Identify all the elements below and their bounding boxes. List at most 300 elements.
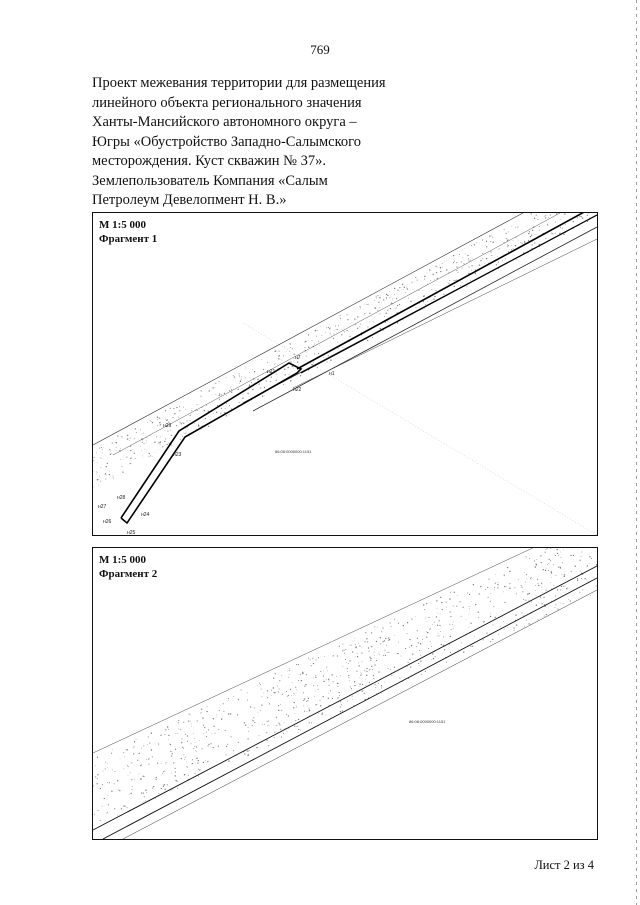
corridor-line: [293, 239, 597, 388]
vegetation-dot: [558, 567, 559, 568]
vegetation-dot: [289, 374, 290, 375]
vegetation-dot: [351, 645, 352, 646]
vegetation-dot: [577, 579, 578, 580]
vegetation-dot: [504, 602, 505, 603]
vegetation-dot: [581, 216, 582, 217]
vegetation-dot: [159, 422, 160, 423]
vegetation-dot: [166, 762, 167, 763]
allotment-boundary: [121, 363, 301, 523]
vegetation-dot: [383, 655, 384, 656]
vegetation-dot: [506, 238, 507, 239]
vegetation-dot: [102, 784, 103, 785]
vegetation-dot: [105, 479, 106, 480]
title-line: Петролеум Девелопмент Н. В.»: [92, 192, 287, 208]
vegetation-dot: [540, 555, 541, 556]
vegetation-dot: [375, 687, 376, 688]
vegetation-dot: [139, 774, 140, 775]
vegetation-dot: [355, 656, 356, 657]
vegetation-dot: [289, 668, 290, 669]
vegetation-dot: [149, 453, 150, 454]
vegetation-dot: [183, 407, 184, 408]
vegetation-dot: [343, 650, 344, 651]
vegetation-dot: [249, 386, 250, 387]
vegetation-dot: [372, 669, 373, 670]
vegetation-dot: [435, 266, 436, 267]
vegetation-dot: [557, 553, 558, 554]
vegetation-dot: [148, 758, 149, 759]
vegetation-dot: [419, 303, 420, 304]
vegetation-dot: [173, 408, 174, 409]
vegetation-dot: [226, 403, 227, 404]
vegetation-dot: [338, 692, 339, 693]
vegetation-dot: [398, 623, 399, 624]
vegetation-dot: [130, 450, 131, 451]
vegetation-dot: [111, 453, 112, 454]
vegetation-dot: [472, 646, 473, 647]
point-label: н1: [329, 371, 335, 377]
vegetation-dot: [179, 406, 180, 407]
vegetation-dot: [345, 659, 346, 660]
vegetation-dot: [538, 219, 539, 220]
vegetation-dot: [186, 433, 187, 434]
vegetation-dot: [424, 609, 425, 610]
vegetation-dot: [294, 702, 295, 703]
vegetation-dot: [446, 269, 447, 270]
vegetation-dot: [144, 801, 145, 802]
vegetation-dot: [421, 674, 422, 675]
vegetation-dot: [376, 296, 377, 297]
vegetation-dot: [575, 566, 576, 567]
vegetation-dot: [120, 459, 121, 460]
vegetation-dot: [304, 686, 305, 687]
vegetation-dot: [347, 319, 348, 320]
vegetation-dot: [190, 714, 191, 715]
vegetation-dot: [571, 571, 572, 572]
vegetation-dot: [181, 758, 182, 759]
vegetation-dot: [231, 408, 232, 409]
vegetation-dot: [547, 564, 548, 565]
vegetation-dot: [201, 429, 202, 430]
vegetation-dot: [182, 436, 183, 437]
vegetation-dot: [507, 240, 508, 241]
vegetation-dot: [498, 634, 499, 635]
vegetation-dot: [390, 308, 391, 309]
vegetation-dot: [389, 652, 390, 653]
vegetation-dot: [178, 729, 179, 730]
vegetation-dot: [295, 720, 296, 721]
vegetation-dot: [120, 448, 121, 449]
vegetation-dot: [522, 243, 523, 244]
sheet-footer: Лист 2 из 4: [534, 858, 594, 872]
vegetation-dot: [429, 617, 430, 618]
vegetation-dot: [379, 654, 380, 655]
point-label: н7: [295, 355, 301, 361]
vegetation-dot: [317, 330, 318, 331]
vegetation-dot: [275, 363, 276, 364]
vegetation-dot: [455, 280, 456, 281]
vegetation-dot: [226, 746, 227, 747]
vegetation-dot: [155, 779, 156, 780]
vegetation-dot: [457, 595, 458, 596]
vegetation-dot: [319, 700, 320, 701]
vegetation-dot: [471, 601, 472, 602]
vegetation-dot: [367, 326, 368, 327]
vegetation-dot: [384, 316, 385, 317]
vegetation-dot: [318, 713, 319, 714]
vegetation-dot: [183, 423, 184, 424]
vegetation-dot: [515, 245, 516, 246]
vegetation-dot: [566, 588, 567, 589]
vegetation-dot: [359, 646, 360, 647]
vegetation-dot: [368, 647, 369, 648]
vegetation-dot: [504, 242, 505, 243]
vegetation-dot: [522, 613, 523, 614]
vegetation-dot: [131, 779, 132, 780]
vegetation-dot: [394, 635, 395, 636]
vegetation-dot: [249, 385, 250, 386]
vegetation-dot: [467, 592, 468, 593]
vegetation-dot: [450, 636, 451, 637]
vegetation-dot: [226, 415, 227, 416]
vegetation-dot: [419, 290, 420, 291]
vegetation-dot: [462, 257, 463, 258]
vegetation-dot: [436, 616, 437, 617]
vegetation-dot: [184, 774, 185, 775]
vegetation-dot: [206, 405, 207, 406]
vegetation-dot: [264, 693, 265, 694]
vegetation-dot: [535, 585, 536, 586]
vegetation-dot: [305, 684, 306, 685]
vegetation-dot: [303, 700, 304, 701]
vegetation-dot: [318, 657, 319, 658]
vegetation-dot: [493, 625, 494, 626]
vegetation-dot: [440, 271, 441, 272]
vegetation-dot: [357, 656, 358, 657]
vegetation-dot: [352, 699, 353, 700]
vegetation-dot: [425, 618, 426, 619]
vegetation-dot: [462, 282, 463, 283]
vegetation-dot: [388, 640, 389, 641]
vegetation-dot: [536, 595, 537, 596]
vegetation-dot: [562, 228, 563, 229]
vegetation-dot: [96, 453, 97, 454]
vegetation-dot: [531, 213, 532, 214]
vegetation-dot: [380, 313, 381, 314]
vegetation-dot: [490, 601, 491, 602]
vegetation-dot: [163, 786, 164, 787]
vegetation-dot: [564, 213, 565, 214]
vegetation-dot: [452, 624, 453, 625]
vegetation-dot: [100, 481, 101, 482]
vegetation-dot: [333, 338, 334, 339]
vegetation-dot: [219, 399, 220, 400]
vegetation-dot: [338, 325, 339, 326]
vegetation-dot: [208, 426, 209, 427]
vegetation-dot: [97, 783, 98, 784]
vegetation-dot: [496, 264, 497, 265]
vegetation-dot: [347, 671, 348, 672]
vegetation-dot: [150, 420, 151, 421]
vegetation-dot: [386, 313, 387, 314]
vegetation-dot: [348, 675, 349, 676]
vegetation-dot: [307, 352, 308, 353]
vegetation-dot: [323, 676, 324, 677]
point-label: н22: [293, 387, 302, 393]
vegetation-dot: [490, 241, 491, 242]
vegetation-dot: [360, 306, 361, 307]
vegetation-dot: [196, 751, 197, 752]
vegetation-dot: [478, 617, 479, 618]
vegetation-dot: [197, 404, 198, 405]
vegetation-dot: [573, 555, 574, 556]
vegetation-dot: [536, 564, 537, 565]
vegetation-dot: [563, 234, 564, 235]
vegetation-dot: [555, 604, 556, 605]
vegetation-dot: [542, 592, 543, 593]
vegetation-dot: [357, 690, 358, 691]
vegetation-dot: [131, 793, 132, 794]
vegetation-dot: [206, 732, 207, 733]
vegetation-dot: [258, 712, 259, 713]
vegetation-dot: [403, 625, 404, 626]
vegetation-dot: [151, 749, 152, 750]
vegetation-dot: [249, 750, 250, 751]
vegetation-dot: [508, 251, 509, 252]
vegetation-dot: [407, 622, 408, 623]
vegetation-dot: [180, 729, 181, 730]
vegetation-dot: [287, 671, 288, 672]
vegetation-dot: [369, 670, 370, 671]
vegetation-dot: [325, 332, 326, 333]
cadastral-label: 86:08:0000000:1151: [409, 719, 446, 724]
vegetation-dot: [349, 680, 350, 681]
vegetation-dot: [254, 707, 255, 708]
vegetation-dot: [515, 614, 516, 615]
vegetation-dot: [371, 646, 372, 647]
vegetation-dot: [258, 379, 259, 380]
vegetation-dot: [182, 747, 183, 748]
vegetation-dot: [511, 249, 512, 250]
vegetation-dot: [557, 549, 558, 550]
vegetation-dot: [183, 722, 184, 723]
vegetation-dot: [279, 689, 280, 690]
vegetation-dot: [247, 692, 248, 693]
vegetation-dot: [160, 735, 161, 736]
vegetation-dot: [300, 375, 301, 376]
vegetation-dot: [439, 620, 440, 621]
vegetation-dot: [470, 622, 471, 623]
vegetation-dot: [294, 725, 295, 726]
vegetation-dot: [582, 590, 583, 591]
vegetation-dot: [375, 664, 376, 665]
vegetation-dot: [570, 555, 571, 556]
vegetation-dot: [188, 775, 189, 776]
point-label: н27: [98, 504, 107, 510]
vegetation-dot: [320, 326, 321, 327]
vegetation-dot: [591, 558, 592, 559]
vegetation-dot: [202, 407, 203, 408]
vegetation-dot: [199, 740, 200, 741]
vegetation-dot: [471, 245, 472, 246]
vegetation-dot: [121, 436, 122, 437]
vegetation-dot: [109, 782, 110, 783]
point-label: н23: [173, 452, 182, 458]
vegetation-dot: [376, 660, 377, 661]
vegetation-dot: [182, 422, 183, 423]
vegetation-dot: [354, 685, 355, 686]
vegetation-dot: [271, 695, 272, 696]
vegetation-dot: [290, 343, 291, 344]
vegetation-dot: [278, 351, 279, 352]
vegetation-dot: [185, 757, 186, 758]
vegetation-dot: [560, 552, 561, 553]
point-label: н28: [117, 495, 126, 501]
vegetation-dot: [522, 591, 523, 592]
vegetation-dot: [581, 556, 582, 557]
vegetation-dot: [492, 639, 493, 640]
vegetation-dot: [306, 711, 307, 712]
vegetation-dot: [360, 324, 361, 325]
vegetation-dot: [397, 305, 398, 306]
vegetation-dot: [201, 390, 202, 391]
vegetation-dot: [360, 308, 361, 309]
vegetation-dot: [221, 718, 222, 719]
vegetation-dot: [266, 732, 267, 733]
vegetation-dot: [267, 362, 268, 363]
vegetation-dot: [216, 412, 217, 413]
vegetation-dot: [592, 577, 593, 578]
vegetation-dot: [585, 578, 586, 579]
vegetation-dot: [326, 715, 327, 716]
vegetation-dot: [479, 593, 480, 594]
vegetation-dot: [540, 597, 541, 598]
vegetation-dot: [170, 751, 171, 752]
vegetation-dot: [129, 440, 130, 441]
vegetation-dot: [300, 730, 301, 731]
vegetation-dot: [537, 579, 538, 580]
vegetation-dot: [329, 328, 330, 329]
vegetation-dot: [495, 617, 496, 618]
vegetation-dot: [440, 614, 441, 615]
vegetation-dot: [543, 597, 544, 598]
vegetation-dot: [485, 263, 486, 264]
vegetation-dot: [161, 735, 162, 736]
vegetation-dot: [490, 613, 491, 614]
vegetation-dot: [330, 333, 331, 334]
vegetation-dot: [143, 792, 144, 793]
vegetation-dot: [537, 583, 538, 584]
vegetation-dot: [311, 665, 312, 666]
vegetation-dot: [443, 294, 444, 295]
vegetation-dot: [306, 674, 307, 675]
vegetation-dot: [152, 422, 153, 423]
vegetation-dot: [260, 388, 261, 389]
vegetation-dot: [459, 254, 460, 255]
vegetation-dot: [369, 682, 370, 683]
vegetation-dot: [234, 376, 235, 377]
vegetation-dot: [356, 646, 357, 647]
vegetation-dot: [175, 733, 176, 734]
vegetation-dot: [192, 759, 193, 760]
vegetation-dot: [196, 409, 197, 410]
vegetation-dot: [302, 672, 303, 673]
vegetation-dot: [485, 589, 486, 590]
vegetation-dot: [190, 721, 191, 722]
vegetation-dot: [264, 724, 265, 725]
vegetation-dot: [327, 671, 328, 672]
vegetation-dot: [146, 792, 147, 793]
vegetation-dot: [261, 696, 262, 697]
vegetation-dot: [426, 603, 427, 604]
map-fragment-2: [92, 547, 598, 840]
vegetation-dot: [419, 665, 420, 666]
vegetation-dot: [359, 326, 360, 327]
vegetation-dot: [544, 616, 545, 617]
vegetation-dot: [564, 576, 565, 577]
vegetation-dot: [418, 642, 419, 643]
vegetation-dot: [326, 327, 327, 328]
vegetation-dot: [399, 287, 400, 288]
vegetation-dot: [162, 446, 163, 447]
vegetation-dot: [468, 266, 469, 267]
vegetation-dot: [347, 330, 348, 331]
vegetation-dot: [106, 475, 107, 476]
vegetation-dot: [546, 614, 547, 615]
vegetation-dot: [296, 707, 297, 708]
vegetation-dot: [99, 476, 100, 477]
vegetation-dot: [372, 337, 373, 338]
vegetation-dot: [449, 598, 450, 599]
vegetation-dot: [259, 735, 260, 736]
vegetation-dot: [201, 708, 202, 709]
vegetation-dot: [93, 785, 94, 786]
vegetation-dot: [193, 748, 194, 749]
vegetation-dot: [397, 653, 398, 654]
vegetation-dot: [298, 664, 299, 665]
vegetation-dot: [187, 741, 188, 742]
vegetation-dot: [198, 425, 199, 426]
vegetation-dot: [245, 379, 246, 380]
vegetation-dot: [171, 755, 172, 756]
vegetation-dot: [131, 762, 132, 763]
vegetation-dot: [470, 260, 471, 261]
vegetation-dot: [229, 390, 230, 391]
scale-label: М 1:5 000: [99, 219, 147, 231]
vegetation-dot: [407, 633, 408, 634]
vegetation-dot: [117, 815, 118, 816]
vegetation-dot: [449, 624, 450, 625]
vegetation-dot: [516, 260, 517, 261]
vegetation-dot: [498, 582, 499, 583]
vegetation-dot: [128, 775, 129, 776]
point-label: н24: [141, 512, 150, 518]
vegetation-dot: [515, 227, 516, 228]
vegetation-dot: [340, 711, 341, 712]
vegetation-dot: [147, 790, 148, 791]
scale-label: М 1:5 000: [99, 554, 147, 566]
vegetation-dot: [407, 666, 408, 667]
vegetation-dot: [152, 756, 153, 757]
vegetation-dot: [443, 636, 444, 637]
vegetation-dot: [396, 308, 397, 309]
vegetation-dot: [553, 564, 554, 565]
vegetation-dot: [405, 648, 406, 649]
vegetation-dot: [176, 425, 177, 426]
vegetation-dot: [252, 369, 253, 370]
vegetation-dot: [403, 289, 404, 290]
vegetation-dot: [172, 753, 173, 754]
vegetation-dot: [169, 743, 170, 744]
